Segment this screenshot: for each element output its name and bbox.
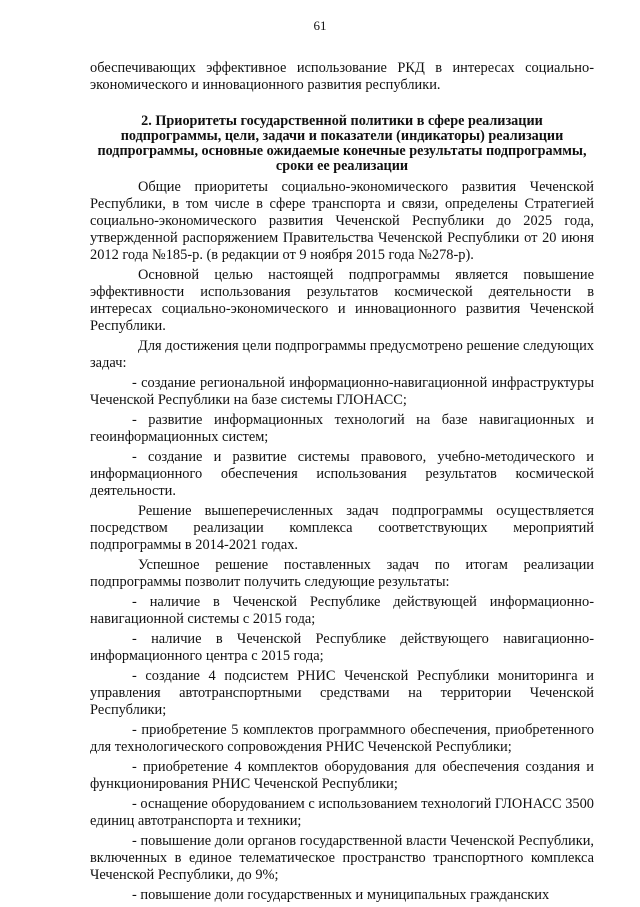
task-item: - развитие информационных технологий на базе навигационных и геоинформационных систем; <box>90 412 594 445</box>
result-item: - наличие в Чеченской Республике действующей информационно-навигационной системы с 2015 года; <box>90 594 594 627</box>
page-content <box>90 60 594 907</box>
section-heading: 2. Приоритеты государственной политики в сфере реализации подпрограммы, цели, задачи и показатели (индикаторы) реализации подпрограммы, основные ожидаемые конечные результаты подпрограммы, сроки ее реализации <box>97 113 587 174</box>
paragraph-implementation: Решение вышеперечисленных задач подпрограммы осуществляется посредством реализации комплекса соответствующих мероприятий подпрограммы в 2014-2021 годах. <box>90 503 594 553</box>
paragraph-results-intro: Успешное решение поставленных задач по итогам реализации подпрограммы позволит получить следующие результаты: <box>90 557 594 590</box>
paragraph-priorities: Общие приоритеты социально-экономического развития Чеченской Республики, в том числе в сфере транспорта и связи, определены Стратегией социально-экономического развития Чеченской Республики до 2025 года, утвержденной распоряжением Правительства Чеченской Республики от 20 июня 2012 года №185-р. (в редакции от 9 ноября 2015 года №278-р). <box>90 179 594 263</box>
paragraph-goal: Основной целью настоящей подпрограммы является повышение эффективности использования результатов космической деятельности в интересах социально-экономического и инновационного развития Чеченской Республики. <box>90 267 594 334</box>
page-number: 61 <box>313 18 327 33</box>
result-item: - повышение доли государственных и муниципальных гражданских <box>132 887 550 903</box>
result-item: - приобретение 5 комплектов программного обеспечения, приобретенного для технологического сопровождения РНИС Чеченской Республики; <box>90 722 594 755</box>
intro-paragraph: обеспечивающих эффективное использование РКД в интересах социально-экономического и инновационного развития республики. <box>90 60 594 93</box>
result-item: - создание 4 подсистем РНИС Чеченской Республики мониторинга и управления автотранспортными средствами на территории Чеченской Республики; <box>90 668 594 718</box>
result-item: - приобретение 4 комплектов оборудования для обеспечения создания и функционирования РНИС Чеченской Республики; <box>90 759 594 792</box>
result-item: - наличие в Чеченской Республике действующего навигационно-информационного центра с 2015 года; <box>90 631 594 664</box>
paragraph-tasks-intro: Для достижения цели подпрограммы предусмотрено решение следующих задач: <box>90 338 594 371</box>
result-item: - оснащение оборудованием с использованием технологий ГЛОНАСС 3500 единиц автотранспорта и техники; <box>90 796 594 829</box>
task-item: - создание и развитие системы правового, учебно-методического и информационного обеспечения использования результатов космической деятельности. <box>90 449 594 499</box>
task-item: - создание региональной информационно-навигационной инфраструктуры Чеченской Республики на базе системы ГЛОНАСС; <box>90 375 594 408</box>
result-item: - повышение доли органов государственной власти Чеченской Республики, включенных в единое телематическое пространство транспортного комплекса Чеченской Республики, до 9%; <box>90 833 594 883</box>
